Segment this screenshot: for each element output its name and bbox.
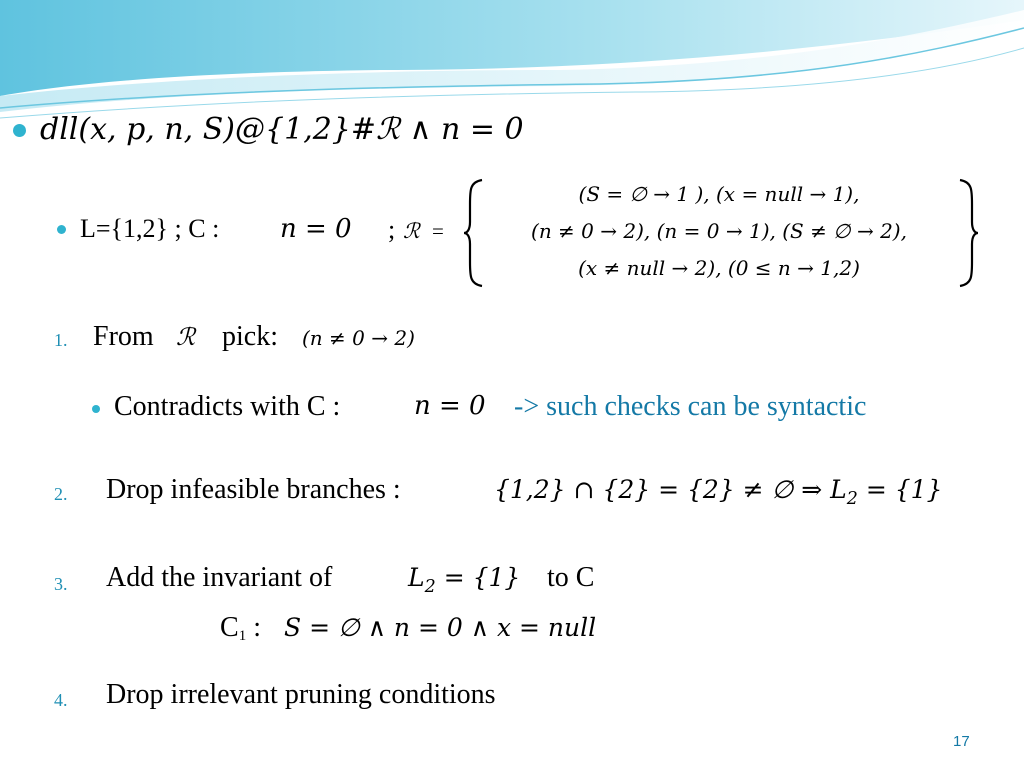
step2-math-a: {1,2} ∩ {2} = {2} ≠ ∅ ⇒ bbox=[494, 475, 831, 504]
line1-r-symbol: ℛ bbox=[403, 219, 420, 243]
step-number: 1. bbox=[54, 330, 68, 350]
step1-r-symbol: ℛ bbox=[176, 323, 196, 351]
line1-eq: = bbox=[432, 219, 444, 243]
sub-bullet-icon bbox=[57, 225, 66, 234]
c1-math: S = ∅ ∧ n = 0 ∧ x = null bbox=[284, 613, 597, 642]
step3-l-sub: 2 bbox=[424, 577, 436, 598]
c1-label bbox=[220, 612, 261, 645]
c1-sub: 1 bbox=[238, 628, 247, 644]
step2-text: Drop infeasible branches : bbox=[106, 474, 401, 505]
r-row-2: (n ≠ 0 → 2), (n = 0 → 1), (S ≠ ∅ → 2), bbox=[531, 219, 907, 243]
sub-bullet-icon bbox=[92, 405, 100, 413]
line1-cond: n = 0 bbox=[280, 214, 352, 244]
step-number: 4. bbox=[54, 690, 68, 710]
line1-left: L={1,2} ; C : bbox=[80, 214, 220, 243]
r-row-3: (x ≠ null → 2), (0 ≤ n → 1,2) bbox=[578, 256, 860, 280]
step2-math bbox=[494, 475, 942, 509]
step3-text2: to C bbox=[547, 562, 595, 593]
sub-bullet-math: n = 0 bbox=[414, 391, 486, 421]
step4-text: Drop irrelevant pruning conditions bbox=[106, 679, 496, 710]
c1-colon: : bbox=[246, 612, 261, 643]
step1-text2: pick: bbox=[222, 321, 278, 352]
step3-l: L bbox=[408, 563, 425, 592]
step2-math-b: = {1} bbox=[857, 475, 943, 504]
header-wave-decoration bbox=[0, 0, 1024, 130]
step3-math bbox=[408, 563, 520, 597]
step3-text: Add the invariant of bbox=[106, 562, 333, 593]
title-bullet-icon bbox=[13, 124, 26, 137]
step-number: 3. bbox=[54, 574, 68, 594]
step3-math-b: = {1} bbox=[435, 563, 521, 592]
slide-title: dll(x, p, n, S)@{1,2}#ℛ ∧ n = 0 bbox=[40, 112, 524, 147]
sub-bullet-text: Contradicts with C : bbox=[114, 391, 341, 422]
step2-l-sub: 2 bbox=[846, 489, 858, 510]
r-row-1: (S = ∅ → 1 ), (x = null → 1), bbox=[578, 182, 860, 206]
step1-text: From bbox=[93, 321, 154, 352]
step-number: 2. bbox=[54, 484, 68, 504]
sub-bullet-accent: -> such checks can be syntactic bbox=[514, 391, 867, 422]
step2-l: L bbox=[830, 475, 847, 504]
c1-c: C bbox=[220, 612, 239, 643]
page-number: 17 bbox=[953, 733, 970, 750]
line1-sep: ; bbox=[388, 215, 396, 244]
step1-math: (n ≠ 0 → 2) bbox=[302, 326, 415, 350]
